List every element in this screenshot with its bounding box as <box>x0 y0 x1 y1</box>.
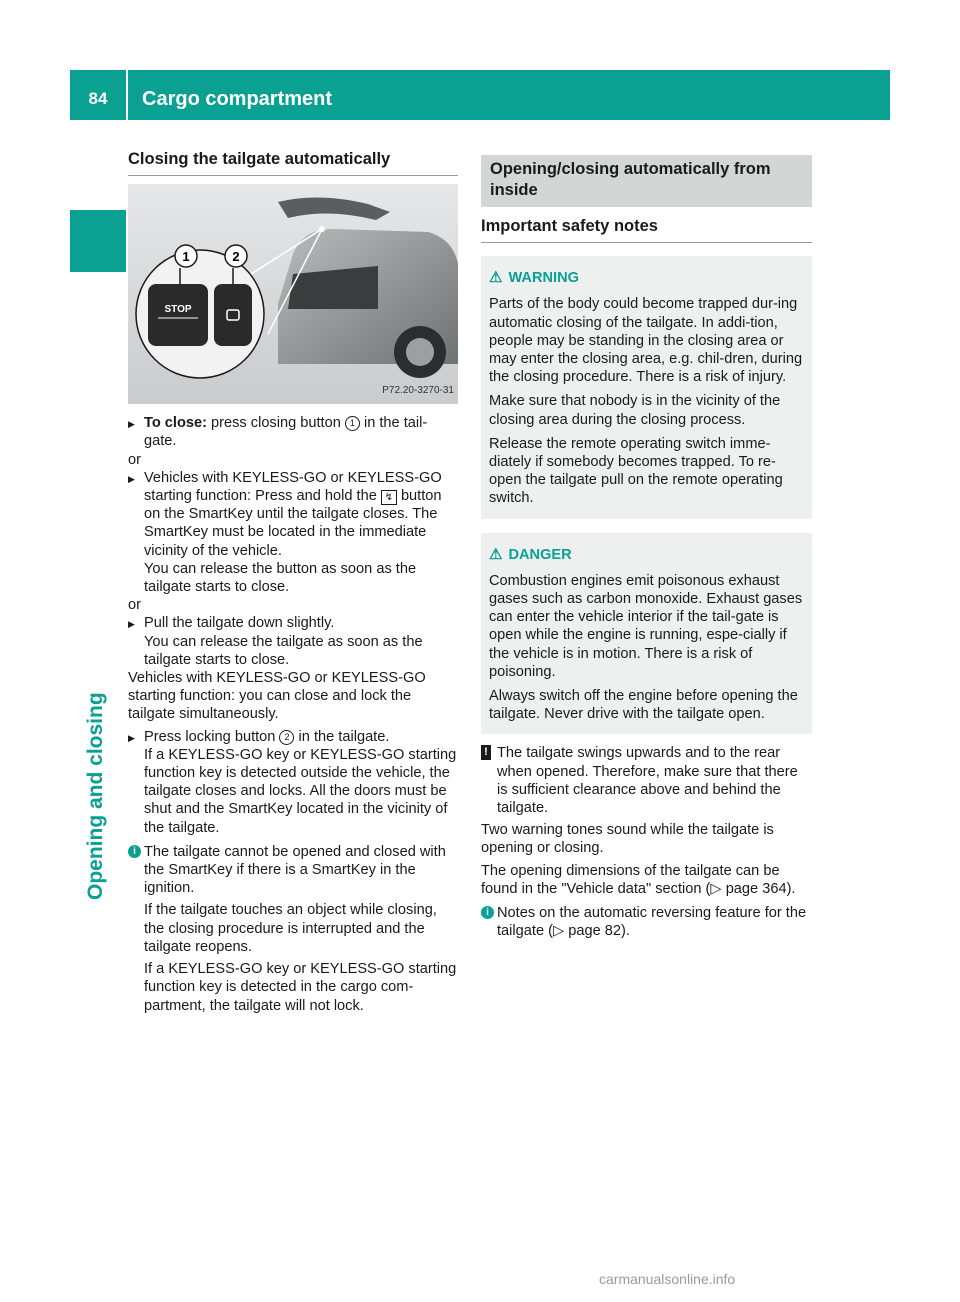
step-text: Vehicles with KEYLESS-GO or KEYLESS-GO starting function: Press and hold the <box>144 469 442 505</box>
step-text: Press locking button <box>144 728 280 745</box>
callout-marker: 1 <box>345 416 360 431</box>
chapter-title: Cargo compartment <box>142 88 333 110</box>
step-text: in the tailgate. <box>294 728 390 745</box>
step-text: in the tail-gate. <box>144 415 428 450</box>
note-text: The tailgate swings upwards and to the rear when opened. Therefore, make sure that there is sufficient clearance above and behind the tailgate. <box>497 745 798 817</box>
step-sub: If a KEYLESS-GO key or KEYLESS-GO starting function key is detected outside the vehicle, the tailgate closes and locks. All the doors must be shut and the SmartKey located in the vicinity of the tailgate. <box>144 746 457 836</box>
info-text: The tailgate cannot be opened and closed with the SmartKey if there is a SmartKey in the ignition. <box>144 843 446 897</box>
info-icon: i <box>128 845 141 858</box>
page-number: 84 <box>88 89 108 108</box>
step-lock <box>128 728 458 746</box>
watermark: carmanualsonline.info <box>599 1271 736 1287</box>
info-icon: i <box>481 906 494 919</box>
warning-header <box>489 269 804 287</box>
danger-box <box>481 533 812 735</box>
step-to-close <box>128 414 458 450</box>
step-text: button on the SmartKey until the tailgate closes. The SmartKey must be located in the immediate vicinity of the vehicle. <box>144 488 442 559</box>
lock-button-shape <box>214 284 252 346</box>
paragraph-keyless: Vehicles with KEYLESS-GO or KEYLESS-GO starting function: you can close and lock the tailgate simultaneously. <box>128 670 426 723</box>
info-note <box>128 843 458 898</box>
warning-text: Make sure that nobody is in the vicinity of the closing area during the closing process. <box>489 393 781 428</box>
section-heading-closing: Closing the tailgate automatically <box>128 150 458 176</box>
step-sub: You can release the tailgate as soon as the tailgate starts to close. <box>144 633 423 668</box>
info-note <box>481 904 812 940</box>
tailgate-illustration <box>128 184 458 404</box>
callout-2: 2 <box>232 249 240 265</box>
warning-triangle-icon: ⚠ <box>489 269 503 287</box>
danger-header <box>489 546 804 564</box>
info-text: Notes on the automatic reversing feature for the tailgate (▷ page 82). <box>497 905 807 940</box>
or-text: or <box>128 451 141 468</box>
caution-note <box>481 744 812 817</box>
warning-text: Parts of the body could become trapped dur-ing automatic closing of the tailgate. In addi-tion, people may be standing in the closing area or may enter the closing area, e.g. chil-dren, during the closing procedure. There is a risk of injury. <box>489 296 803 386</box>
subheading-safety: Important safety notes <box>481 217 812 243</box>
tailgate-figure <box>128 184 458 404</box>
page-header <box>70 70 890 120</box>
danger-text: Always switch off the engine before opening the tailgate. Never drive with the tailgate open. <box>489 688 798 723</box>
right-column <box>481 155 812 941</box>
warning-box <box>481 256 812 518</box>
figure-code: P72.20-3270-31 <box>382 385 454 396</box>
side-tab-label: Opening and closing <box>84 692 107 900</box>
info-sub: If a KEYLESS-GO key or KEYLESS-GO starting function key is detected in the cargo com-partment, the tailgate will not lock. <box>144 961 457 1014</box>
or-text: or <box>128 597 141 614</box>
danger-triangle-icon: ⚠ <box>489 545 503 563</box>
callout-marker: 2 <box>279 730 294 745</box>
left-column <box>128 150 458 1015</box>
step-smartkey <box>128 469 458 560</box>
side-tab <box>84 600 114 900</box>
close-button-shape <box>148 284 208 346</box>
warning-label: WARNING <box>508 270 579 287</box>
warning-text: Release the remote operating switch imme-diately if somebody becomes trapped. To re-open the tailgate pull on the remote operating switch. <box>489 435 783 507</box>
step-lead: To close: <box>144 415 207 432</box>
side-tab-block <box>70 210 126 272</box>
callout-1: 1 <box>182 249 190 265</box>
tailgate-key-icon: ↯ <box>381 490 397 505</box>
danger-label: DANGER <box>508 546 572 563</box>
section-heading-inside: Opening/closing automatically from inside <box>481 155 812 207</box>
step-pull: ▶ Pull the tailgate down slightly. <box>128 614 458 632</box>
stop-label: STOP <box>164 304 192 316</box>
danger-text: Combustion engines emit poisonous exhaust gases such as carbon monoxide. Exhaust gases can enter the vehicle interior if the tail-gate is open while the engine is running, espe-cially if the vehicle is in motion. There is a risk of poisoning. <box>489 572 803 680</box>
step-text: press closing button <box>206 415 345 432</box>
paragraph-tones: Two warning tones sound while the tailgate is opening or closing. <box>481 822 774 857</box>
paragraph-dimensions: The opening dimensions of the tailgate can be found in the "Vehicle data" section (▷ page 364). <box>481 862 796 897</box>
step-sub: You can release the button as soon as the tailgate starts to close. <box>144 560 417 596</box>
header-divider <box>126 70 128 120</box>
exclamation-icon: ! <box>481 745 491 760</box>
info-sub: If the tailgate touches an object while closing, the closing procedure is interrupted and the tailgate reopens. <box>144 902 437 955</box>
